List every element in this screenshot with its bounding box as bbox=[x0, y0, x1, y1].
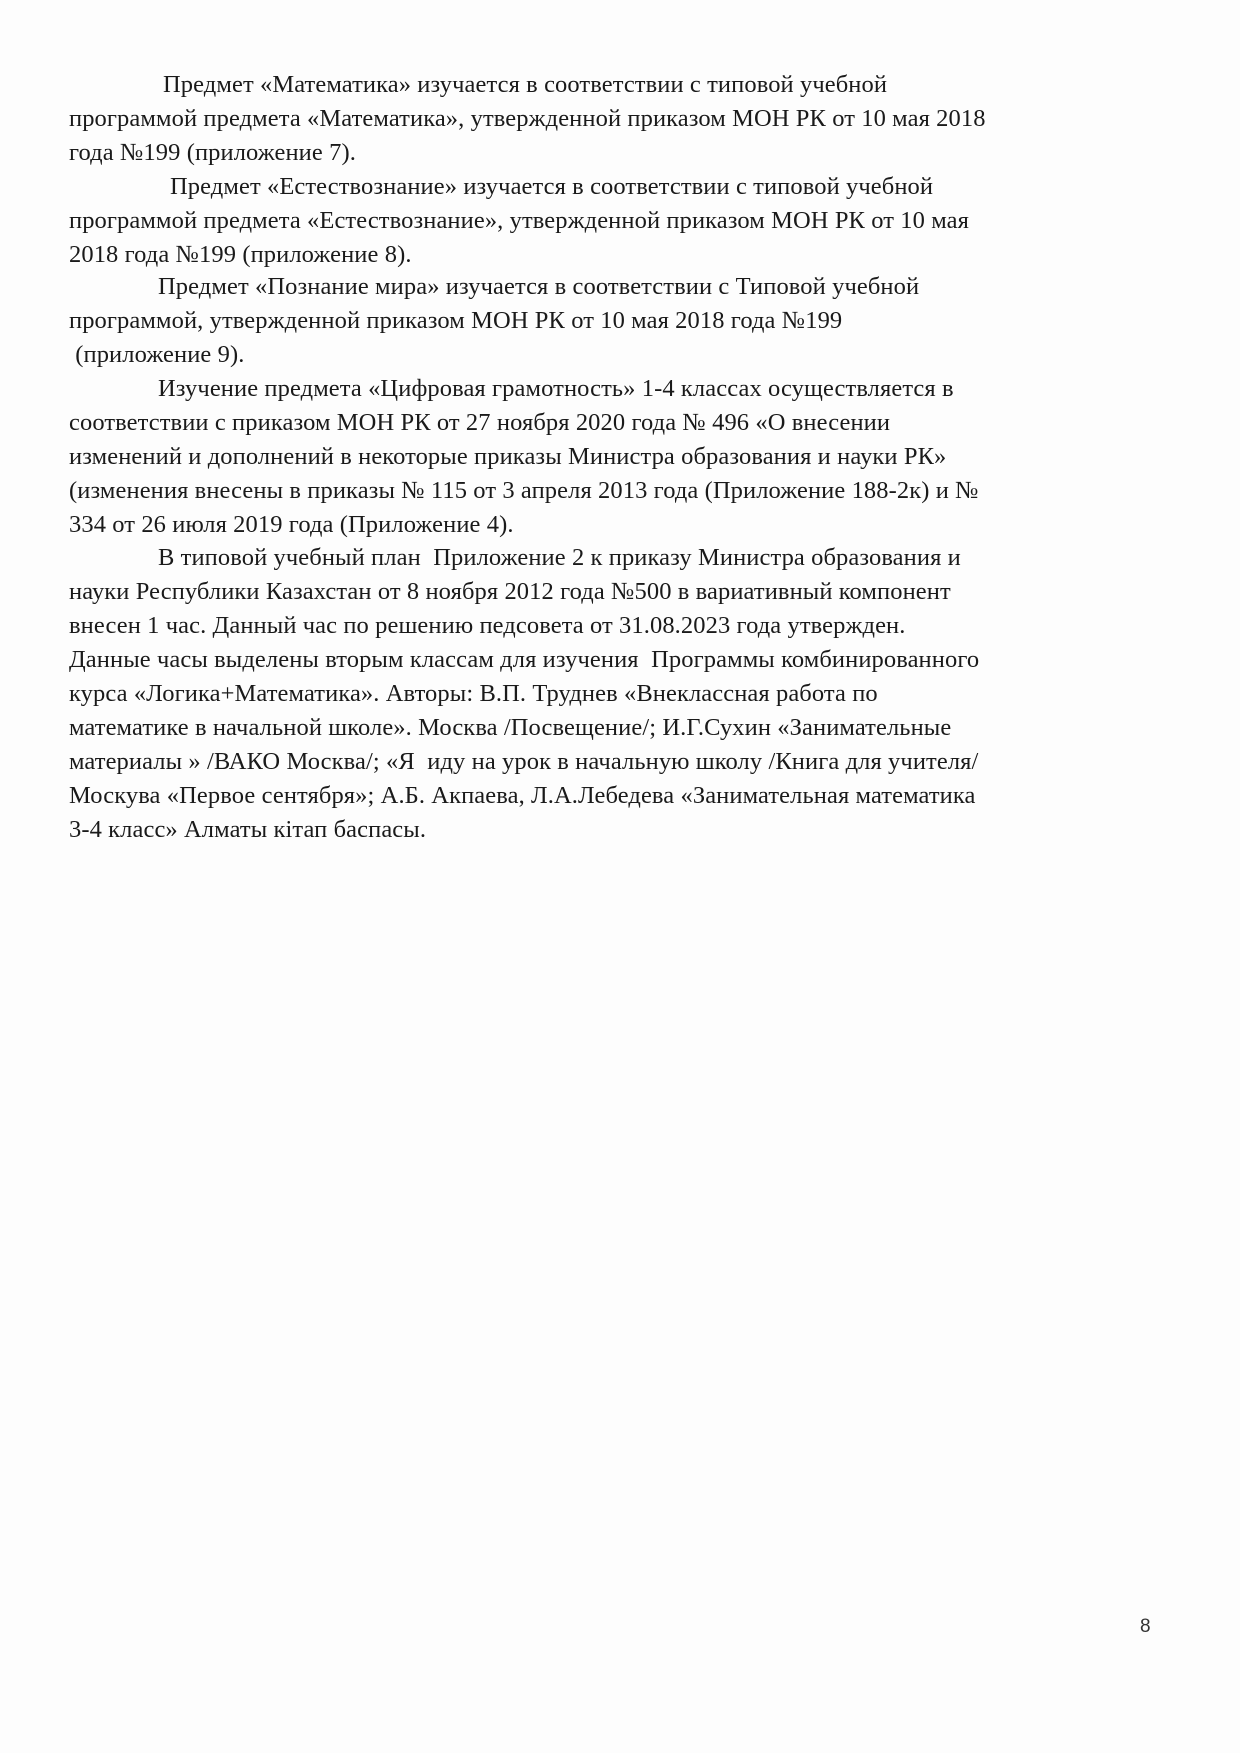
text-line: (приложение 9). bbox=[69, 341, 245, 368]
text-line: Изучение предмета «Цифровая грамотность» 1-4 классах осуществляется в bbox=[158, 375, 954, 402]
text-line: математике в начальной школе». Москва /Посвещение/; И.Г.Сухин «Занимательные bbox=[69, 714, 952, 741]
text-line: (изменения внесены в приказы № 115 от 3 апреля 2013 года (Приложение 188-2к) и № bbox=[69, 477, 979, 504]
text-line: материалы » /ВАКО Москва/; «Я иду на урок в начальную школу /Книга для учителя/ bbox=[69, 748, 979, 775]
text-line: курса «Логика+Математика». Авторы: В.П. Труднев «Внеклассная работа по bbox=[69, 680, 878, 707]
text-line: 2018 года №199 (приложение 8). bbox=[69, 241, 412, 268]
text-line: программой предмета «Математика», утвержденной приказом МОН РК от 10 мая 2018 bbox=[69, 105, 986, 132]
text-line: изменений и дополнений в некоторые приказы Министра образования и науки РК» bbox=[69, 443, 947, 470]
text-line: 334 от 26 июля 2019 года (Приложение 4). bbox=[69, 511, 514, 538]
text-line: Предмет «Познание мира» изучается в соответствии с Типовой учебной bbox=[158, 273, 920, 300]
text-line: внесен 1 час. Данный час по решению педсовета от 31.08.2023 года утвержден. bbox=[69, 612, 906, 639]
text-line: программой, утвержденной приказом МОН РК от 10 мая 2018 года №199 bbox=[69, 307, 843, 334]
text-line: Предмет «Математика» изучается в соответствии с типовой учебной bbox=[163, 71, 888, 98]
page-number: 8 bbox=[1140, 1616, 1151, 1637]
text-line: В типовой учебный план Приложение 2 к приказу Министра образования и bbox=[158, 544, 961, 571]
text-line: соответствии с приказом МОН РК от 27 ноября 2020 года № 496 «О внесении bbox=[69, 409, 891, 436]
text-line: науки Республики Казахстан от 8 ноября 2012 года №500 в вариативный компонент bbox=[69, 578, 951, 605]
text-line: Данные часы выделены вторым классам для изучения Программы комбинированного bbox=[69, 646, 980, 673]
text-line: года №199 (приложение 7). bbox=[69, 139, 356, 166]
text-line: Предмет «Естествознание» изучается в соответствии с типовой учебной bbox=[170, 173, 934, 200]
text-line: Москува «Первое сентября»; А.Б. Акпаева, Л.А.Лебедева «Занимательная математика bbox=[69, 782, 976, 809]
text-line: программой предмета «Естествознание», утвержденной приказом МОН РК от 10 мая bbox=[69, 207, 969, 234]
text-line: 3-4 класс» Алматы кітап баспасы. bbox=[69, 816, 427, 843]
